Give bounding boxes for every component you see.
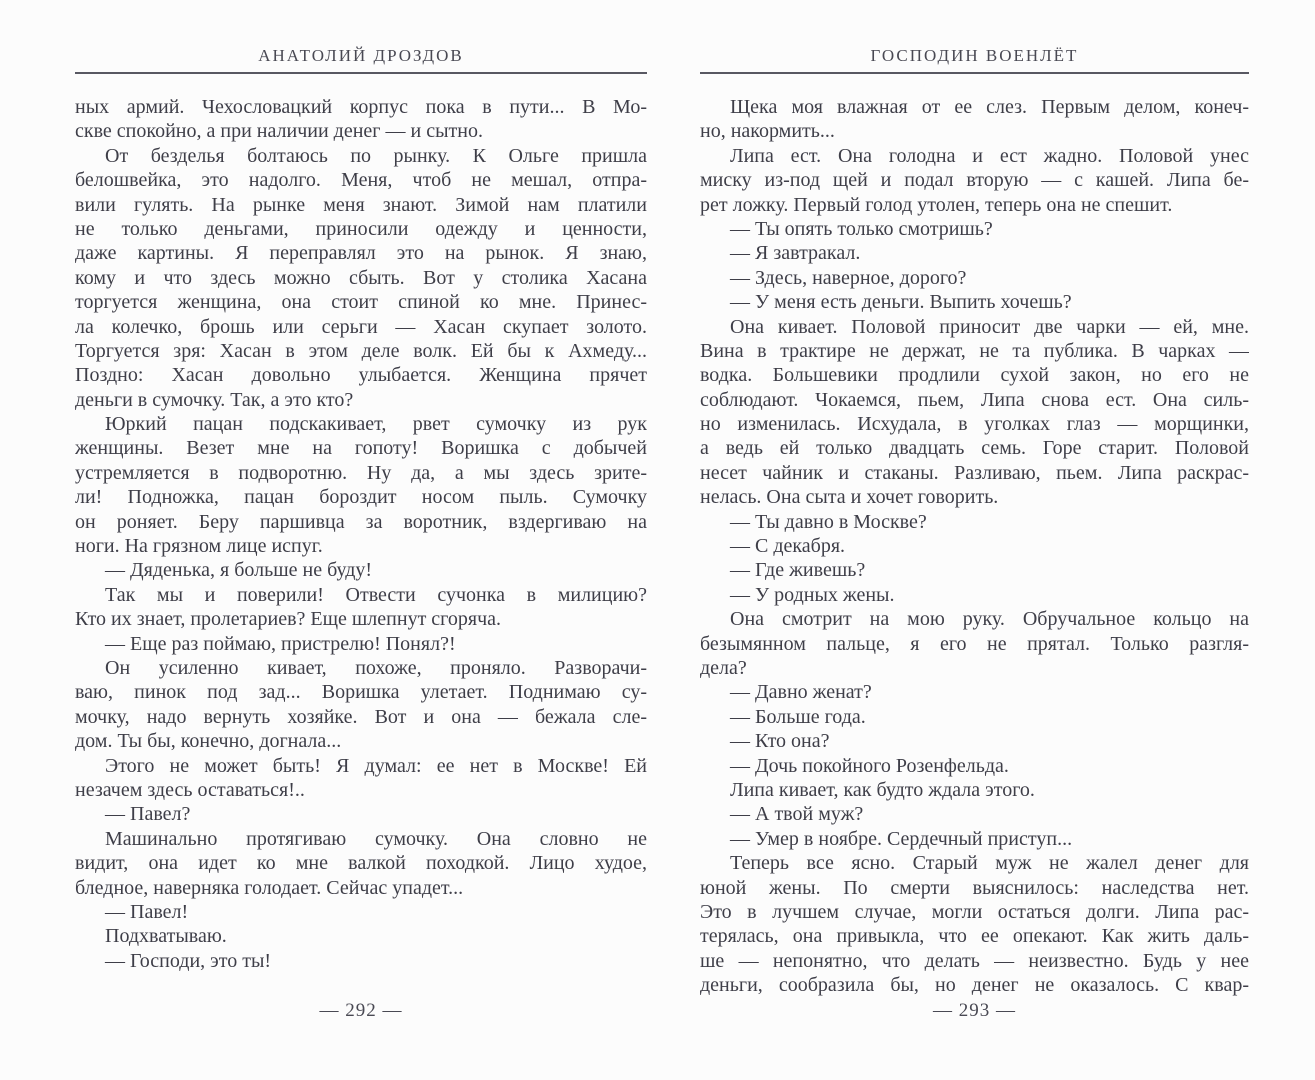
- text-line: Так мы и поверили! Отвести сучонка в милицию?: [105, 583, 647, 606]
- text-line: терялась, она привыкла, что ее опекают. Как жить даль-: [700, 925, 1249, 948]
- left-page: [75, 0, 647, 1080]
- text-line: Теперь все ясно. Старый муж не жалел денег для: [730, 852, 1249, 875]
- left-running-head: [75, 46, 647, 66]
- text-line: Это в лучшем случае, могли остаться долги. Липа рас-: [700, 900, 1249, 923]
- right-header-rule: [700, 72, 1249, 74]
- text-line: Он усиленно кивает, похоже, проняло. Разворачи-: [105, 656, 647, 679]
- text-line: нелась. Она сыта и хочет говорить.: [700, 486, 999, 509]
- text-line: видит, она идет ко мне валкой походкой. Лицо худое,: [75, 852, 647, 875]
- text-line: — Давно женат?: [730, 681, 872, 704]
- left-page-number: — 292 —: [319, 1000, 403, 1021]
- text-line: — Больше года.: [730, 705, 866, 728]
- right-page: [700, 0, 1249, 1080]
- text-line: Щека моя влажная от ее слез. Первым делом, конеч-: [730, 96, 1249, 118]
- text-line: дом. Ты бы, конечно, догнала...: [75, 730, 342, 753]
- text-line: незачем здесь оставаться!..: [75, 778, 305, 801]
- text-line: он роняет. Беру паршивца за воротник, вздергиваю на: [75, 510, 647, 533]
- text-line: — А твой муж?: [730, 803, 864, 826]
- text-line: — Где живешь?: [730, 559, 866, 582]
- text-line: Подхватываю.: [105, 925, 227, 948]
- text-line: ла колечко, брошь или серьги — Хасан скупает золото.: [75, 315, 647, 338]
- text-line: торгуется женщина, она стоит спиной ко мне. Принес-: [75, 291, 647, 314]
- text-line: безымянном пальце, я его не прятал. Только разгля-: [700, 632, 1249, 655]
- text-line: водка. Большевики продлили сухой закон, но его не: [700, 364, 1249, 387]
- text-line: — Здесь, наверное, дорого?: [730, 266, 967, 289]
- text-line: юной жены. По смерти выяснилось: наследства нет.: [700, 876, 1249, 899]
- left-page-body: [75, 95, 647, 973]
- text-line: Юркий пацан подскакивает, рвет сумочку из рук: [105, 413, 647, 436]
- text-line: Липа ест. Она голодна и ест жадно. Половой унес: [730, 144, 1249, 167]
- text-line: рет ложку. Первый голод утолен, теперь она не спешит.: [700, 193, 1173, 216]
- text-line: — Я завтракал.: [730, 242, 861, 265]
- text-line: несет чайник и стаканы. Разливаю, пьем. Липа раскрас-: [700, 461, 1249, 484]
- text-line: деньги, сообразила бы, но денег не оказалось. С квар-: [700, 974, 1249, 997]
- text-line: — Ты опять только смотришь?: [730, 217, 993, 240]
- text-line: а ведь ей только двадцать семь. Горе старит. Половой: [700, 437, 1249, 460]
- text-line: ных армий. Чехословацкий корпус пока в пути... В Мо-: [75, 96, 647, 118]
- text-line: — Умер в ноябре. Сердечный приступ...: [730, 827, 1073, 850]
- text-line: соблюдают. Чокаемся, пьем, Липа снова ест. Она силь-: [700, 388, 1249, 411]
- right-page-body: [700, 95, 1249, 997]
- text-line: — У меня есть деньги. Выпить хочешь?: [730, 291, 1072, 314]
- text-line: скве спокойно, а при наличии денег — и сытно.: [75, 120, 483, 143]
- text-line: дела?: [700, 656, 747, 679]
- text-line: ли! Подножка, пацан бороздит носом пыль. Сумочку: [75, 486, 647, 509]
- text-line: — Кто она?: [730, 730, 830, 753]
- text-line: Она смотрит на мою руку. Обручальное кольцо на: [730, 608, 1249, 631]
- text-line: не только деньгами, приносили одежду и ценности,: [75, 217, 647, 240]
- text-line: — Павел?: [105, 803, 191, 826]
- text-line: но изменилась. Исхудала, в уголках глаз — морщинки,: [700, 413, 1249, 436]
- text-line: кому и что здесь можно сбыть. Вот у столика Хасана: [75, 266, 647, 289]
- text-line: женщины. Везет мне на гопоту! Воришка с добычей: [75, 437, 647, 460]
- text-line: — Дочь покойного Розенфельда.: [730, 754, 1009, 777]
- text-line: Вина в трактире не держат, не та публика. В чарках —: [700, 339, 1249, 362]
- text-line: От безделья болтаюсь по рынку. К Ольге пришла: [105, 144, 647, 167]
- text-line: белошвейка, это надолго. Меня, чтоб не мешал, отпра-: [75, 169, 647, 192]
- text-line: ше — непонятно, что делать — неизвестно. Будь у нее: [700, 949, 1249, 972]
- text-line: Кто их знает, пролетариев? Еще шлепнут сгоряча.: [75, 608, 502, 631]
- text-line: Поздно: Хасан довольно улыбается. Женщина прячет: [75, 364, 647, 387]
- text-line: мочку, надо вернуть хозяйке. Вот и она — бежала сле-: [75, 705, 647, 728]
- text-line: Она кивает. Половой приносит две чарки — ей, мне.: [730, 315, 1249, 338]
- text-line: — Павел!: [105, 900, 189, 923]
- text-line: Липа кивает, как будто ждала этого.: [730, 778, 1035, 801]
- text-line: — У родных жены.: [730, 583, 895, 606]
- text-line: деньги в сумочку. Так, а это кто?: [75, 388, 354, 411]
- left-running-head-text: АНАТОЛИЙ ДРОЗДОВ: [258, 46, 464, 65]
- text-line: бледное, наверняка голодает. Сейчас упадет...: [75, 876, 464, 899]
- text-line: — Ты давно в Москве?: [730, 510, 927, 533]
- text-line: ваю, пинок под зад... Воришка улетает. Поднимаю су-: [75, 681, 647, 704]
- right-running-head: [700, 46, 1249, 66]
- text-line: вили гулять. На рынке меня знают. Зимой нам платили: [75, 193, 647, 216]
- text-line: Торгуется зря: Хасан в этом деле волк. Ей бы к Ахмеду...: [75, 339, 647, 362]
- text-line: — Господи, это ты!: [105, 949, 272, 972]
- right-running-head-text: ГОСПОДИН ВОЕНЛЁТ: [870, 46, 1079, 65]
- text-line: — Еще раз поймаю, пристрелю! Понял?!: [105, 632, 456, 655]
- text-line: ноги. На грязном лице испуг.: [75, 535, 323, 558]
- text-line: — С декабря.: [730, 535, 846, 558]
- text-line: Этого не может быть! Я думал: ее нет в Москве! Ей: [105, 754, 647, 777]
- left-header-rule: [75, 72, 647, 74]
- text-line: устремляется в подворотню. Ну да, а мы здесь зрите-: [75, 461, 647, 484]
- text-line: — Дяденька, я больше не буду!: [105, 559, 373, 582]
- text-line: даже картины. Я переправлял это на рынок. Я знаю,: [75, 242, 647, 265]
- right-page-number: — 293 —: [933, 1000, 1016, 1021]
- text-line: но, накормить...: [700, 120, 835, 143]
- text-line: миску из-под щей и подал вторую — с кашей. Липа бе-: [700, 169, 1249, 192]
- text-line: Машинально протягиваю сумочку. Она словно не: [105, 827, 647, 850]
